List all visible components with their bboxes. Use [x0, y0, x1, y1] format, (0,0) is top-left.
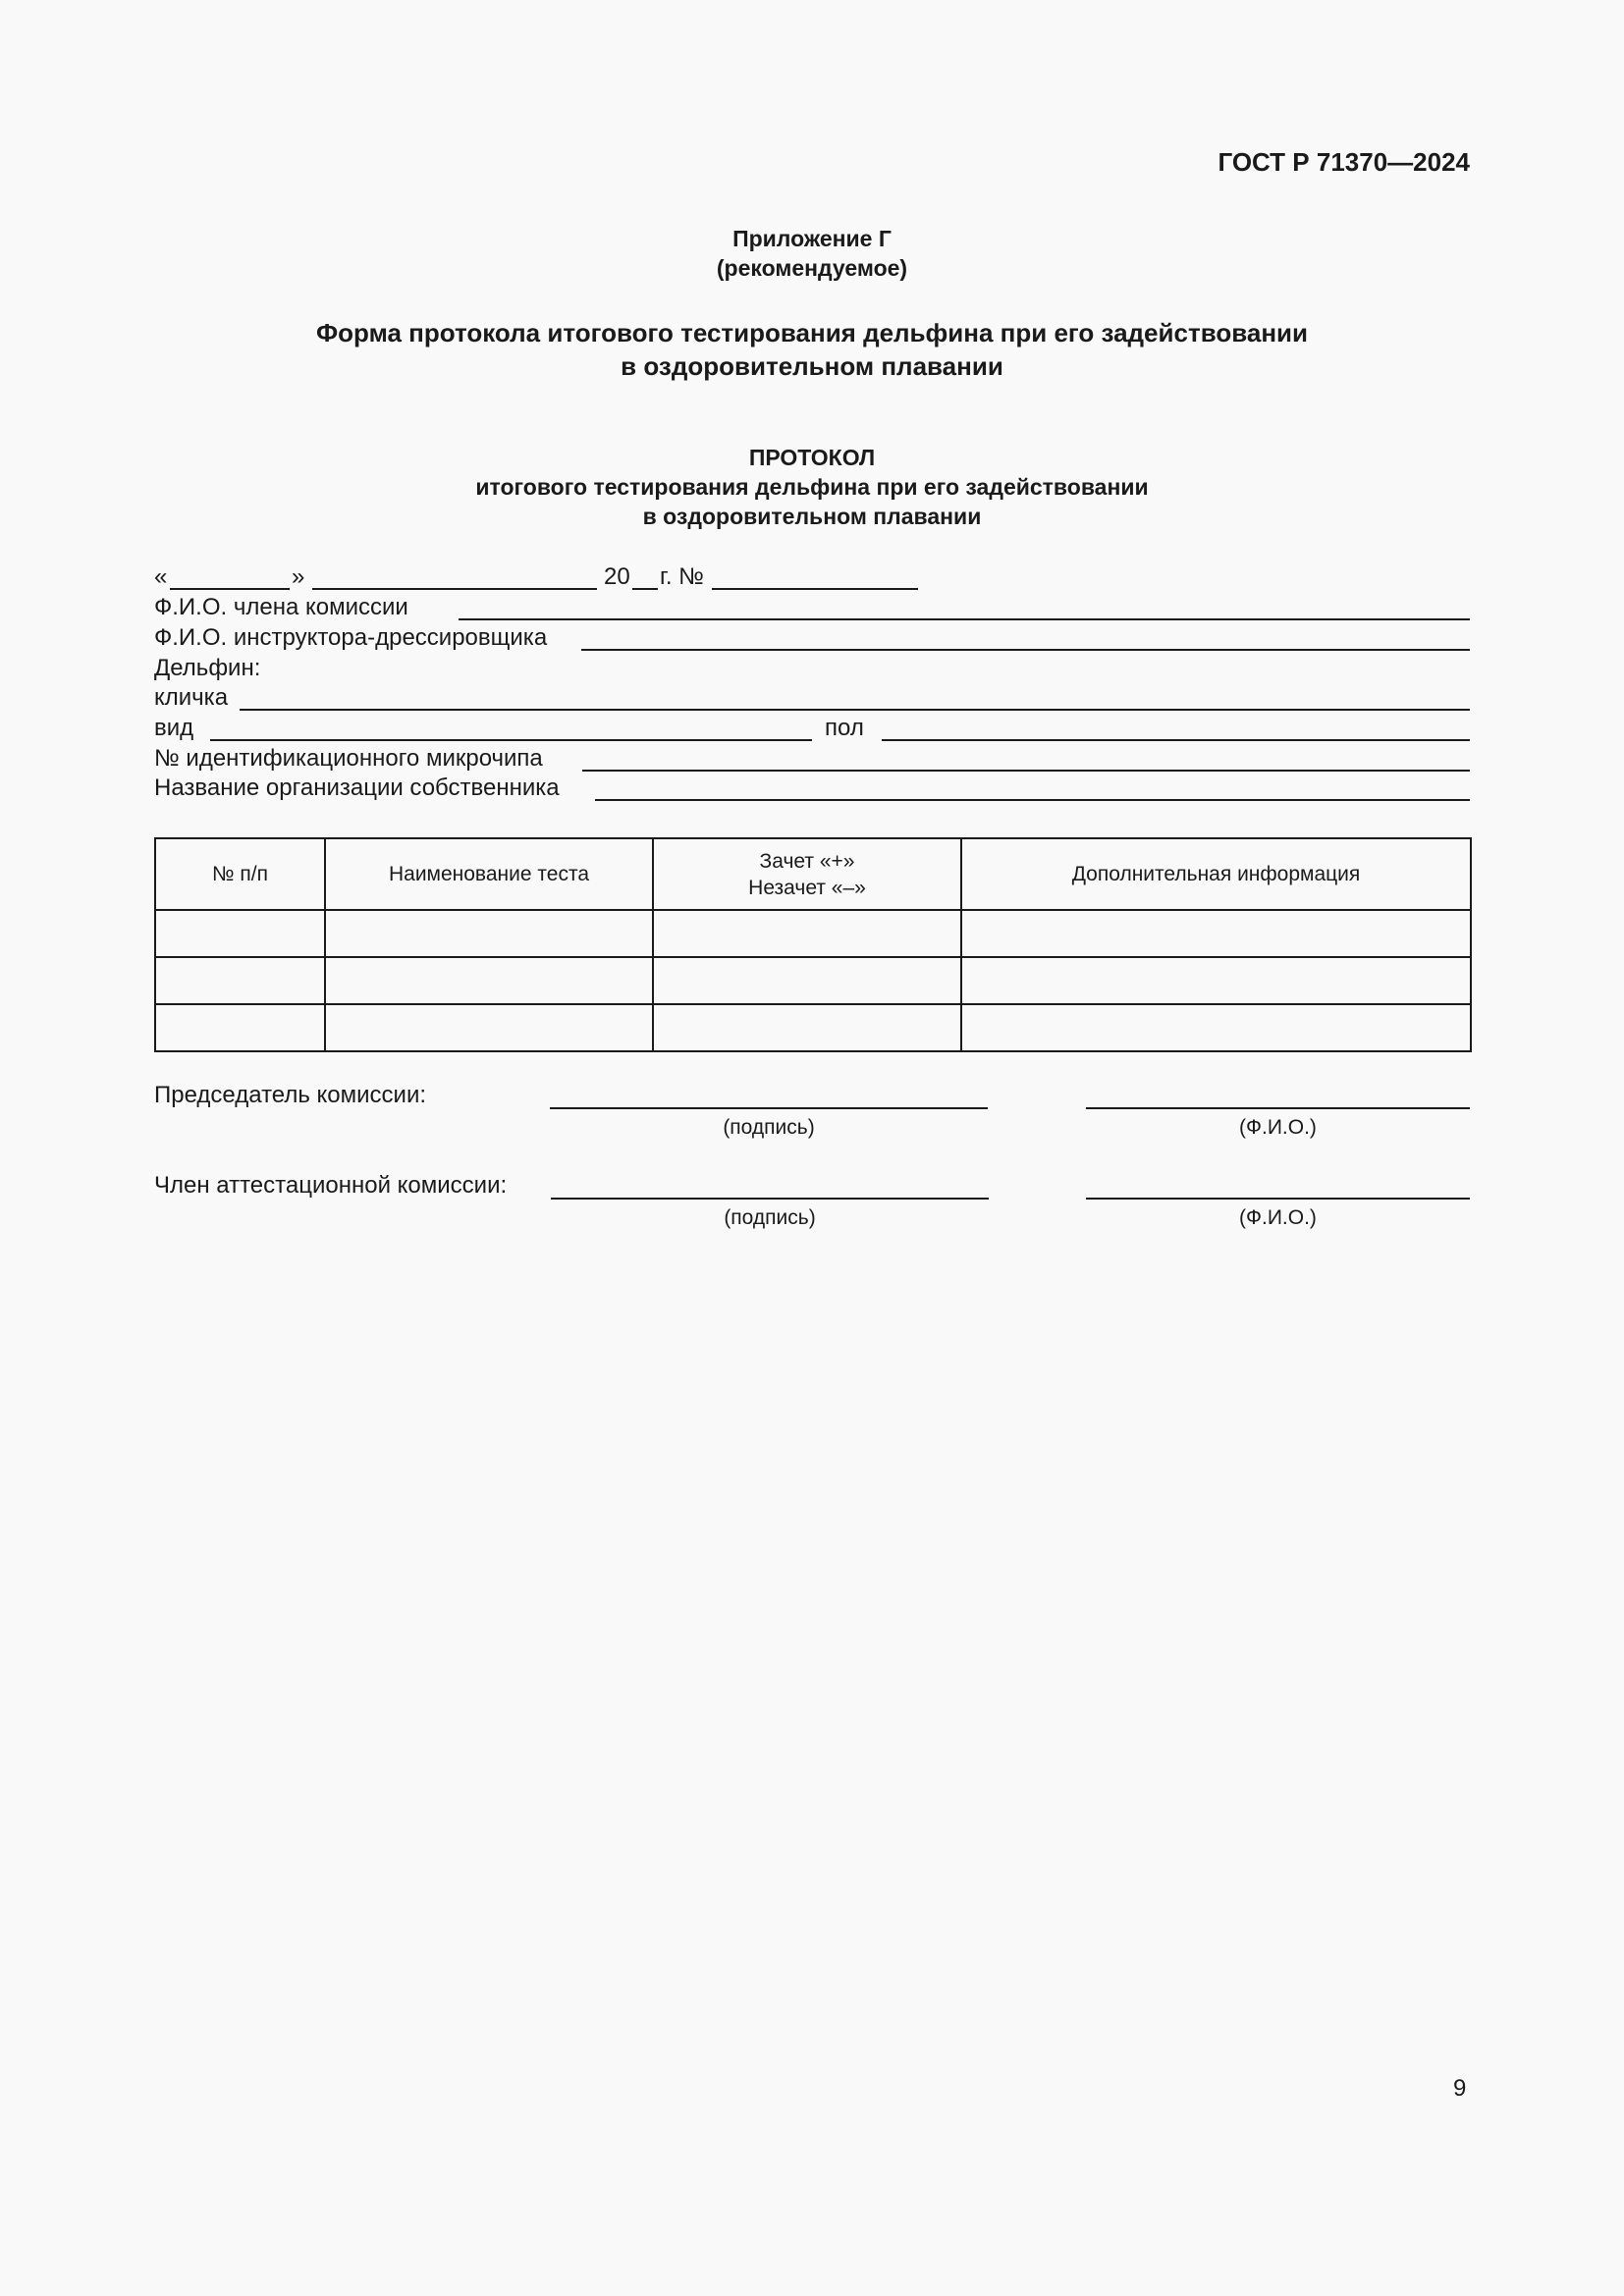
table-cell[interactable] [653, 957, 961, 1004]
protocol-line2: в оздоровительном плавании [642, 504, 982, 529]
table-cell[interactable] [155, 957, 325, 1004]
table-cell[interactable] [653, 910, 961, 957]
owner-field[interactable] [595, 799, 1470, 801]
appendix-title: Приложение Г [732, 226, 892, 251]
year-field[interactable] [632, 588, 658, 590]
header-additional-info: Дополнительная информация [961, 838, 1471, 910]
table-cell[interactable] [653, 1004, 961, 1051]
nickname-field[interactable] [240, 709, 1470, 711]
sex-label: пол [825, 715, 864, 741]
protocol-line1: итогового тестирования дельфина при его задействовании [475, 474, 1149, 500]
header-test-name: Наименование теста [325, 838, 653, 910]
day-field[interactable] [170, 588, 290, 590]
header-fail: Незачет «–» [748, 876, 866, 899]
protocol-heading [0, 443, 1624, 531]
table-cell[interactable] [961, 957, 1471, 1004]
member-signature-hint: (подпись) [724, 1206, 816, 1229]
test-results-table [154, 837, 1472, 1052]
table-row [155, 957, 1471, 1004]
table-cell[interactable] [961, 1004, 1471, 1051]
owner-label: Название организации собственника [154, 774, 560, 801]
form-title-line1: Форма протокола итогового тестирования дельфина при его задействовании [315, 318, 1308, 347]
protocol-title: ПРОТОКОЛ [748, 445, 876, 470]
species-field[interactable] [210, 739, 812, 741]
chairman-name-hint: (Ф.И.О.) [1239, 1116, 1317, 1139]
member-name-field[interactable] [1086, 1198, 1470, 1200]
appendix-heading [0, 224, 1624, 283]
appendix-note: (рекомендуемое) [716, 255, 908, 281]
member-signature-field[interactable] [551, 1198, 989, 1200]
chip-label: № идентификационного микрочипа [154, 745, 543, 772]
header-number: № п/п [155, 838, 325, 910]
table-cell[interactable] [325, 957, 653, 1004]
chip-field[interactable] [582, 770, 1470, 772]
header-result [653, 838, 961, 910]
sex-field[interactable] [882, 739, 1470, 741]
species-label: вид [154, 715, 194, 741]
member-field[interactable] [459, 618, 1470, 620]
page-number: 9 [1453, 2075, 1467, 2102]
form-title-line2: в оздоровительном плавании [621, 351, 1003, 381]
table-row [155, 910, 1471, 957]
table-cell[interactable] [325, 910, 653, 957]
member-name-hint: (Ф.И.О.) [1239, 1206, 1317, 1229]
table-cell[interactable] [155, 1004, 325, 1051]
chairman-label: Председатель комиссии: [154, 1082, 427, 1108]
year-prefix: 20 [604, 563, 630, 590]
table-cell[interactable] [325, 1004, 653, 1051]
month-field[interactable] [312, 588, 597, 590]
header-pass: Зачет «+» [759, 849, 855, 873]
member-label: Ф.И.О. члена комиссии [154, 594, 408, 620]
dolphin-label: Дельфин: [154, 655, 261, 681]
chairman-signature-hint: (подпись) [723, 1116, 815, 1139]
table-cell[interactable] [961, 910, 1471, 957]
trainer-label: Ф.И.О. инструктора-дрессировщика [154, 624, 548, 651]
year-suffix: г. № [660, 563, 704, 590]
nickname-label: кличка [154, 684, 229, 711]
form-title [0, 316, 1624, 383]
chairman-name-field[interactable] [1086, 1107, 1470, 1109]
standard-number: ГОСТ Р 71370—2024 [1218, 147, 1470, 177]
attest-member-label: Член аттестационной комиссии: [154, 1172, 508, 1199]
table-row [155, 1004, 1471, 1051]
date-open-quote: « [154, 563, 168, 590]
protocol-number-field[interactable] [712, 588, 918, 590]
table-cell[interactable] [155, 910, 325, 957]
table-header-row [155, 838, 1471, 910]
chairman-signature-field[interactable] [550, 1107, 988, 1109]
trainer-field[interactable] [581, 649, 1470, 651]
date-close-quote: » [292, 563, 305, 590]
